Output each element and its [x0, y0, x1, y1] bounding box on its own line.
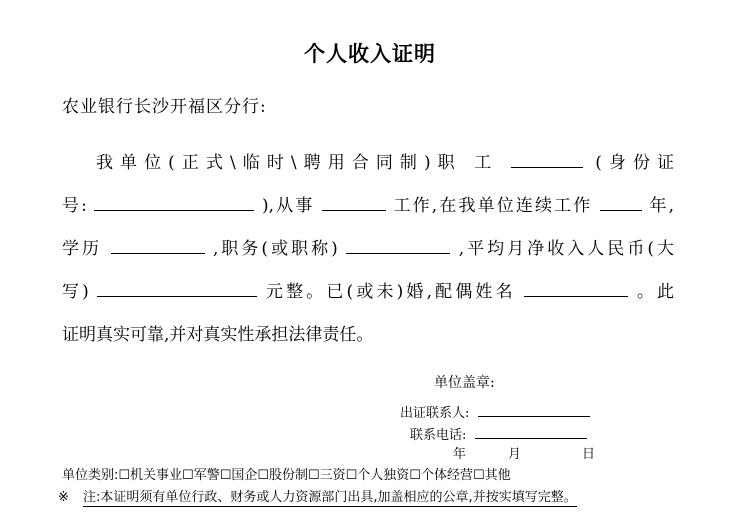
occupation-blank[interactable] [322, 192, 386, 211]
body-line-1-tail: (身份证 [595, 153, 674, 173]
contact-person-label: 出证联系人: [400, 406, 470, 421]
body-line-1-text: 我单位(正式\临时\聘用合同制)职 工 [96, 153, 499, 173]
date-year-label: 年 [453, 447, 467, 462]
body-line-3 [62, 228, 674, 271]
position-blank[interactable] [346, 235, 450, 254]
education-blank[interactable] [111, 235, 205, 254]
spouse-name-blank[interactable] [524, 278, 628, 297]
footnote [58, 486, 577, 505]
income-amount-blank[interactable] [97, 278, 257, 297]
contact-person-blank[interactable] [478, 402, 590, 417]
body-line-1 [62, 142, 674, 185]
body-line-2-tail: 年, [649, 196, 675, 216]
body-line-2-head: 号: [62, 196, 87, 216]
body-line-5: 证明真实可靠,并对真实性承担法律责任。 [62, 325, 374, 345]
body-line-4 [62, 271, 674, 314]
date-month-label: 月 [508, 447, 522, 462]
note-mark: ※ [58, 490, 69, 505]
seal-label: 单位盖章: [434, 375, 495, 391]
body-line-4-tail: 。此 [636, 282, 675, 302]
body-line-4-head: 写) [62, 282, 89, 302]
contact-phone-blank[interactable] [475, 424, 587, 439]
certificate-body [62, 142, 674, 357]
id-number-blank[interactable] [94, 192, 254, 211]
body-line-3-tail: ,平均月净收入人民币(大 [458, 239, 675, 259]
note-text: 注:本证明须有单位行政、财务或人力资源部门出具,加盖相应的公章,并按实填写完整。 [83, 490, 577, 505]
document-title: 个人收入证明 [304, 42, 436, 66]
years-blank[interactable] [600, 192, 642, 211]
unit-type-options: 单位类别:☐机关事业☐军警☐国企☐股份制☐三资☐个人独资☐个体经营☐其他 [62, 468, 511, 483]
body-line-2-mid: ),从事 [261, 196, 315, 216]
body-line-2-mid2: 工作,在我单位连续工作 [393, 196, 593, 216]
body-line-2 [62, 185, 674, 228]
body-line-3-head: 学历 [62, 239, 103, 259]
contact-phone-label: 联系电话: [410, 428, 467, 443]
contact-person-row [400, 402, 590, 421]
date-day-label: 日 [582, 447, 596, 462]
employee-name-blank[interactable] [511, 149, 583, 168]
contact-phone-row [410, 424, 587, 443]
body-line-3-mid: ,职务(或职称) [212, 239, 338, 259]
body-line-4-mid: 元整。已(或未)婚,配偶姓名 [265, 282, 516, 302]
addressee: 农业银行长沙开福区分行: [62, 97, 267, 117]
